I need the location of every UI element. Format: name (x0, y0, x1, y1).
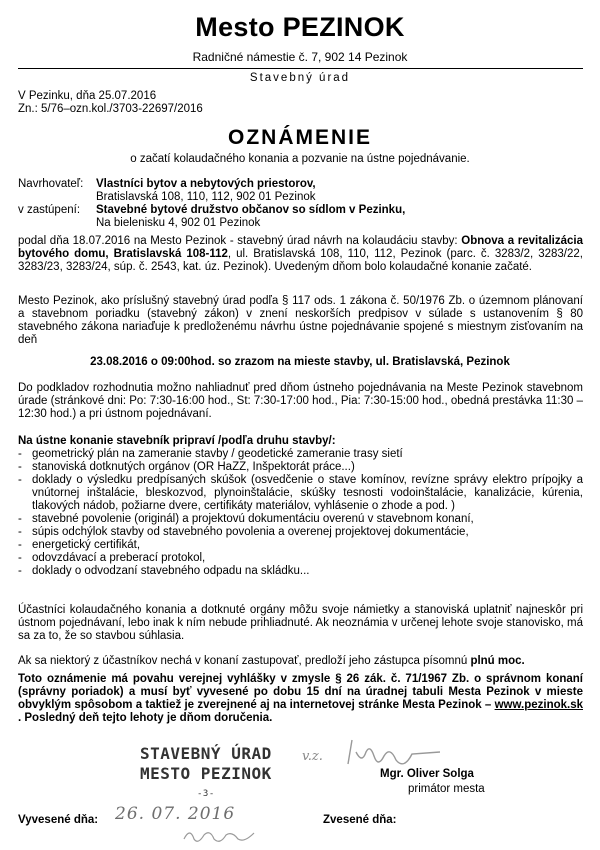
paragraph-documents: Do podkladov rozhodnutia možno nahliadnuť pred dňom ústneho pojednávania na Meste Pezinok stavebnom úrade (stránkové dni: Po: 7:30-16:00 hod., St: 7:30-17:00 hod., Pia: 7:30-15:00 hod., obedná prestávka 11:30 – 12:30 hod.) a pri ústnom pojednávaní. (18, 382, 583, 420)
stamp-line-2: MESTO PEZINOK (140, 764, 272, 783)
paragraph-objections: Účastníci kolaudačného konania a dotknuté orgány môžu svoje námietky a stanoviská uplatniť najneskôr pri ústnom pojednávaní, lebo inak k ním nebude prihliadnuté. Ak neoznámia v určenej lehote svoje stanovisko, má sa za to, že so stavbou súhlasia. (18, 604, 583, 642)
paragraph-application (18, 235, 583, 274)
paragraph-representation (18, 655, 583, 668)
header-divider (18, 68, 583, 69)
removed-label: Zvesené dňa: (323, 814, 397, 826)
website-link[interactable]: www.pezinok.sk (494, 699, 583, 711)
paragraph-public-notice (18, 673, 583, 725)
p1-text-c: , ul. Bratislavská 108, 110, 112, Pezinok (parc. č. 3283/2, 3283/22, 3283/23, 3283/24, súp. č. 2543, kat. úz. Pezinok). Uvedeným dňom bolo kolaudačné konanie začaté. (18, 248, 583, 273)
reference-number: Zn.: 5/76–ozn.kol./3703-22697/2016 (18, 103, 203, 115)
stamp-initials: v.z. (302, 749, 323, 764)
proposer-address: Bratislavská 108, 110, 112, 902 01 Pezinok (96, 191, 316, 203)
requirement-item: - doklady o odvodzaní stavebného odpadu na skládku... (18, 565, 583, 578)
representative-block (96, 204, 405, 230)
p1-text-a: podal dňa 18.07.2016 na Mesto Pezinok - stavebný úrad návrh na kolaudáciu stavby: (18, 235, 462, 247)
p6-text-b: . Posledný deň tejto lehoty je dňom doručenia. (18, 712, 273, 724)
posted-date-handwritten: 26. 07. 2016 (115, 804, 236, 824)
notice-heading: OZNÁMENIE (228, 126, 372, 149)
requirement-item: - energetický certifikát, (18, 539, 583, 552)
notice-subheading: o začatí kolaudačného konania a pozvanie na ústne pojednávanie. (130, 153, 470, 165)
stamp-line-1: STAVEBNÝ ÚRAD (140, 744, 272, 763)
signer-name: Mgr. Oliver Solga (380, 768, 474, 780)
requirement-item: - stavebné povolenie (originál) a projektovú dokumentáciu overenú v stavebnom konaní, (18, 513, 583, 526)
p1-building-name: Obnova a revitalizácia bytového domu, Bratislavská 108-112 (18, 235, 583, 260)
requirement-item: - geometrický plán na zameranie stavby / geodetické zameranie trasy sietí (18, 448, 583, 461)
office-name: Stavebný úrad (249, 72, 351, 84)
requirements-list (18, 448, 583, 578)
city-title: Mesto PEZINOK (195, 12, 405, 42)
p6-text-a: Toto oznámenie má povahu verejnej vyhlášky v zmysle § 26 zák. č. 71/1967 Zb. o správnom konaní (správny poriadok) a musí byť vyvesené po dobu 15 dní na úradnej tabuli Mesta Pezinok v mieste obvyklým spôsobom a taktiež je zverejnené aj na internetovej stránke Mesta Pezinok – (18, 673, 583, 711)
handwritten-initials (180, 825, 260, 847)
proposer-name: Vlastníci bytov a nebytových priestorov, (96, 178, 316, 190)
requirement-item: - odovzdávací a preberací protokol, (18, 552, 583, 565)
requirement-item: - doklady o výsledku predpísaných skúšok (osvedčenie o stave komínov, revízne správy elektro prípojky a vnútornej inštalácie, bleskozvod, plynoinštalácie, skúšky tesnosti vodoinštalácie, kanalizácie, kúrenia, tlakových nádob, požiarne dvere, certifikáty materiálov, vyhlásenie o zhode a pod. ) (18, 474, 583, 513)
proposer-label: Navrhovateľ: (18, 178, 84, 190)
stamp-number: -3- (196, 789, 215, 799)
p5-power-of-attorney: plnú moc. (470, 655, 525, 667)
place-date: V Pezinku, dňa 25.07.2016 (18, 90, 157, 102)
representative-name: Stavebné bytové družstvo občanov so sídlom v Pezinku, (96, 204, 406, 216)
paragraph-authority: Mesto Pezinok, ako príslušný stavebný úrad podľa § 117 ods. 1 zákona č. 50/1976 Zb. o územnom plánovaní a stavebnom poriadku (stavebný zákon) v znení neskorších predpisov v súlade s ustanovením § 80 stavebného zákona nariaďuje k predloženému návrhu ústne pojednávanie spojené s miestnym zisťovaním na deň (18, 295, 583, 346)
p5-text: Ak sa niektorý z účastníkov nechá v konaní zastupovať, predloží jeho zástupca písomnú (18, 655, 471, 667)
representative-label: v zastúpení: (18, 204, 81, 216)
list-heading: Na ústne konanie stavebník pripraví /podľa druhu stavby/: (18, 435, 336, 447)
signer-role: primátor mesta (408, 783, 485, 795)
office-stamp (140, 744, 272, 804)
representative-address: Na bielenisku 4, 902 01 Pezinok (96, 217, 261, 229)
posted-label: Vyvesené dňa: (18, 814, 99, 826)
proposer-block (96, 178, 316, 204)
hearing-date-line: 23.08.2016 o 09:00hod. so zrazom na mieste stavby, ul. Bratislavská, Pezinok (90, 356, 510, 368)
requirement-item: - súpis odchýlok stavby od stavebného povolenia a overenej projektovej dokumentácie, (18, 526, 583, 539)
city-address: Radničné námestie č. 7, 902 14 Pezinok (192, 50, 408, 64)
requirement-item: - stanoviská dotknutých orgánov (OR HaZZ, Inšpektorát práce...) (18, 461, 583, 474)
